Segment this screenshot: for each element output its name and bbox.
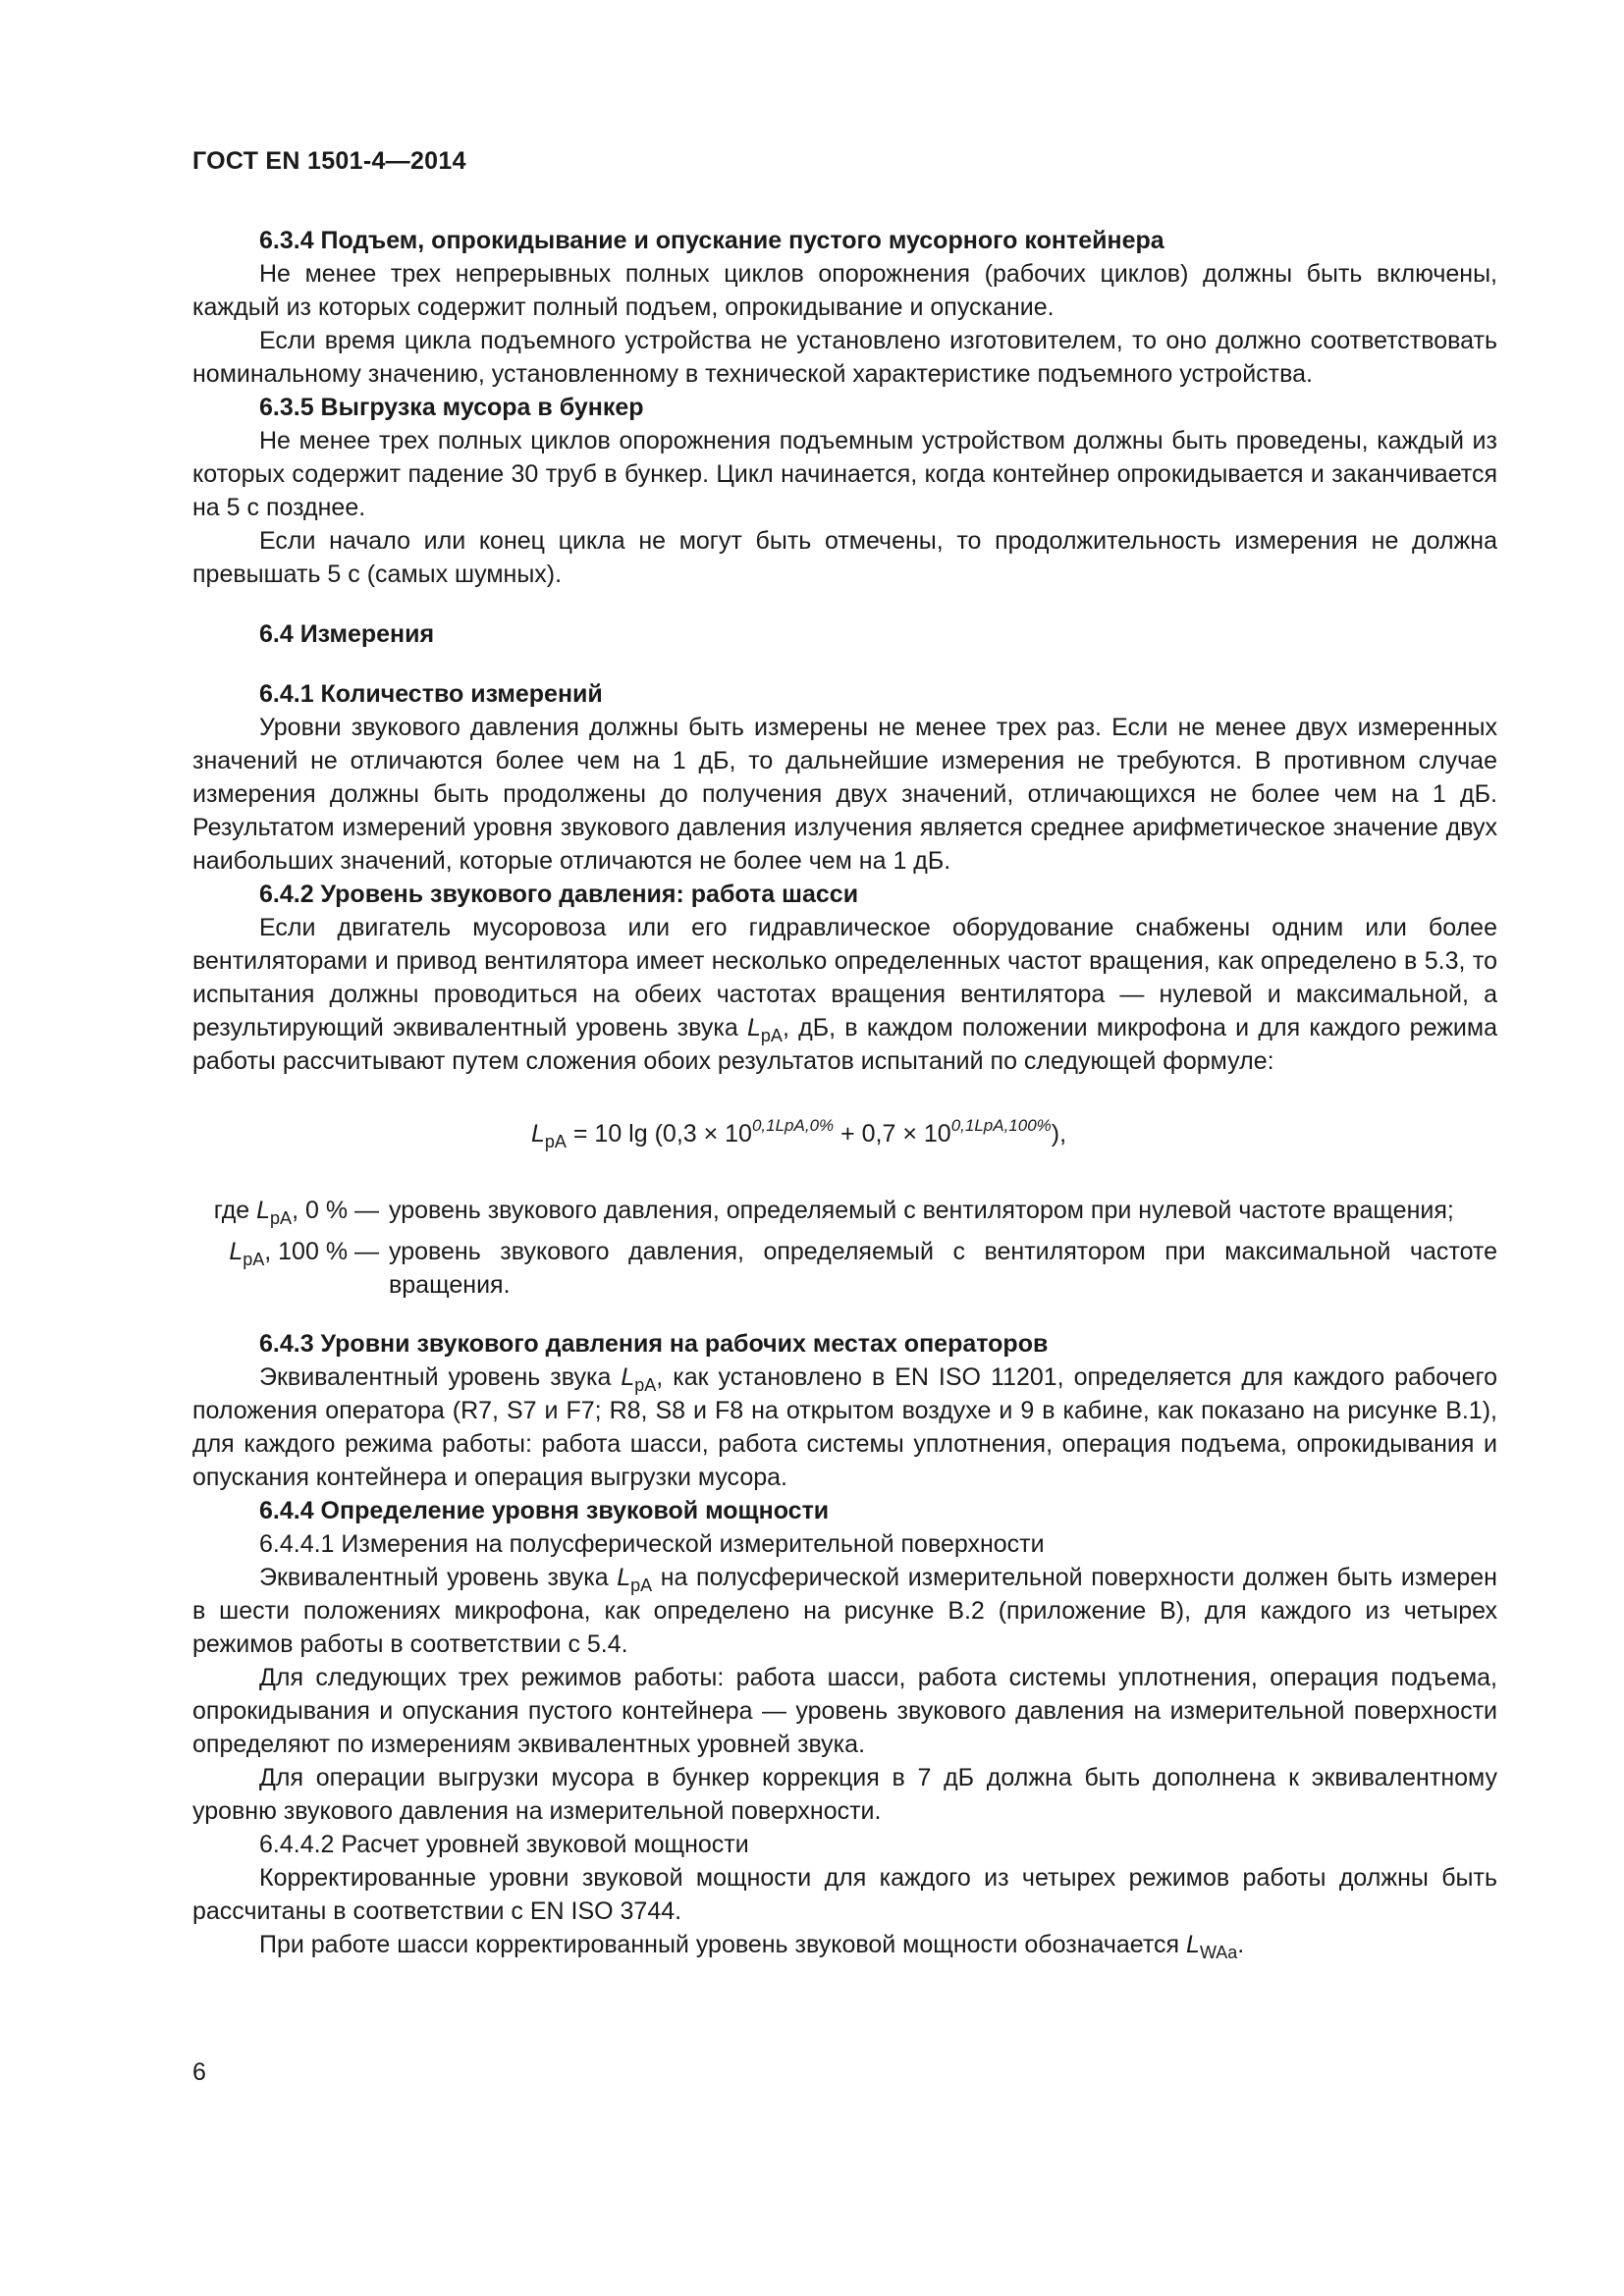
formula-text: + 0,7 × 10 <box>834 1120 951 1148</box>
legend-symbol: L <box>229 1238 244 1265</box>
paragraph: Для операции выгрузки мусора в бункер коррекция в 7 дБ должна быть дополнена к эквивалентному уровню звукового давления на измерительной поверхности. <box>192 1764 1497 1825</box>
page-content <box>192 224 1497 1961</box>
formula <box>192 1117 1497 1150</box>
legend-item <box>189 1194 1497 1227</box>
paragraph: Корректированные уровни звуковой мощности для каждого из четырех режимов работы должны быть рассчитаны в соответствии с EN ISO 3744. <box>192 1864 1497 1925</box>
legend-term <box>189 1235 389 1302</box>
symbol: L <box>621 1363 635 1391</box>
legend-prefix: где <box>213 1197 257 1224</box>
paragraph <box>192 1928 1497 1961</box>
paragraph: Если время цикла подъемного устройства не установлено изготовителем, то оно должно соответствовать номинальному значению, установленному в технической характеристике подъемного устройства. <box>192 327 1497 388</box>
formula-legend <box>189 1194 1497 1302</box>
symbol: L <box>617 1564 631 1591</box>
legend-suffix: , 0 % — <box>292 1197 379 1224</box>
subscript: pA <box>760 1026 783 1045</box>
text-run: Эквивалентный уровень звука <box>259 1363 622 1391</box>
paragraph <box>192 911 1497 1078</box>
formula-subscript: pA <box>544 1132 567 1151</box>
paragraph: Если начало или конец цикла не могут быть отмечены, то продолжительность измерения не должна превышать 5 с (самых шумных). <box>192 527 1497 588</box>
heading-6-4-4: 6.4.4 Определение уровня звуковой мощности <box>259 1497 830 1524</box>
heading-6-4-1: 6.4.1 Количество измерений <box>259 680 603 708</box>
text-run: При работе шасси корректированный уровень звуковой мощности обозначается <box>259 1931 1187 1958</box>
text-run: , дБ, в каждом положении микрофона и для каждого режима работы рассчитывают путем сложения обоих результатов испытаний по следующей формуле: <box>192 1014 1497 1075</box>
heading-6-4-3: 6.4.3 Уровни звукового давления на рабочих местах операторов <box>259 1330 1049 1358</box>
paragraph <box>192 1561 1497 1661</box>
legend-description: уровень звукового давления, определяемый с вентилятором при нулевой частоте вращения; <box>389 1197 1454 1224</box>
formula-exponent: 0,1LpA,0% <box>751 1116 835 1135</box>
symbol: L <box>1186 1931 1200 1958</box>
text-run: Если двигатель мусоровоза или его гидравлическое оборудование снабжены одним или более вентиляторами и привод вентилятора имеет несколько определенных частот вращения, как определено в 5.3, то испытания должны проводиться на обеих частотах вращения вентилятора — нулевой и максимальной, а результирующий эквивалентный уровень звука <box>192 914 1497 1041</box>
paragraph: Уровни звукового давления должны быть измерены не менее трех раз. Если не менее двух измеренных значений не отличаются более чем на 1 дБ, то дальнейшие измерения не требуются. В противном случае измерения должны быть продолжены до получения двух значений, отличающихся не более чем на 1 дБ. Результатом измерений уровня звукового давления излучения является среднее арифметическое значение двух наибольших значений, которые отличаются не более чем на 1 дБ. <box>192 714 1497 875</box>
text-run: , как установлено в EN ISO 11201, определяется для каждого рабочего положения оператора (R7, S7 и F7; R8, S8 и F8 на открытом воздухе и 9 в кабине, как показано на рисунке B.1), для каждого режима работы: работа шасси, работа системы уплотнения, операция подъема, опрокидывания и опускания контейнера и операция выгрузки мусора. <box>192 1363 1497 1491</box>
legend-subscript: pA <box>243 1250 265 1269</box>
legend-symbol: L <box>256 1197 271 1224</box>
paragraph: Не менее трех полных циклов опорожнения подъемным устройством должны быть проведены, каждый из которых содержит падение 30 труб в бункер. Цикл начинается, когда контейнер опрокидывается и заканчивается на 5 с позднее. <box>192 427 1497 521</box>
paragraph: Для следующих трех режимов работы: работа шасси, работа системы уплотнения, операция подъема, опрокидывания и опускания пустого контейнера — уровень звукового давления на измерительной поверхности определяют по измерениям эквивалентных уровней звука. <box>192 1664 1497 1758</box>
heading-6-4: 6.4 Измерения <box>259 620 435 648</box>
formula-text: = 10 lg (0,3 × 10 <box>566 1120 752 1148</box>
subscript: WAa <box>1199 1943 1238 1962</box>
legend-item <box>189 1235 1497 1302</box>
text-run: Эквивалентный уровень звука <box>259 1564 618 1591</box>
subheading-6-4-4-1: 6.4.4.1 Измерения на полусферической измерительной поверхности <box>259 1530 1045 1558</box>
symbol: L <box>747 1014 761 1041</box>
subscript: pA <box>630 1575 653 1595</box>
legend-suffix: , 100 % — <box>264 1238 379 1265</box>
page-header: ГОСТ EN 1501-4—2014 <box>192 147 466 175</box>
formula-symbol: L <box>531 1120 545 1148</box>
heading-6-4-2: 6.4.2 Уровень звукового давления: работа шасси <box>259 881 859 908</box>
legend-term <box>189 1194 389 1227</box>
paragraph <box>192 1361 1497 1494</box>
legend-subscript: pA <box>270 1208 293 1228</box>
paragraph: Не менее трех непрерывных полных циклов опорожнения (рабочих циклов) должны быть включены, каждый из которых содержит полный подъем, опрокидывание и опускание. <box>192 260 1497 321</box>
page-number: 6 <box>192 2058 206 2086</box>
formula-text: ), <box>1051 1120 1067 1148</box>
heading-6-3-5: 6.3.5 Выгрузка мусора в бункер <box>259 394 644 421</box>
subheading-6-4-4-2: 6.4.4.2 Расчет уровней звуковой мощности <box>259 1831 749 1858</box>
text-run: . <box>1237 1931 1245 1958</box>
formula-exponent: 0,1LpA,100% <box>950 1116 1052 1135</box>
legend-description: уровень звукового давления, определяемый с вентилятором при максимальной частоте вращения. <box>389 1238 1497 1299</box>
text-run: на полусферической измерительной поверхности должен быть измерен в шести положениях микрофона, как определено на рисунке B.2 (приложение В), для каждого из четырех режимов работы в соответствии с 5.4. <box>192 1564 1497 1658</box>
heading-6-3-4: 6.3.4 Подъем, опрокидывание и опускание пустого мусорного контейнера <box>259 227 1164 254</box>
subscript: pA <box>634 1375 657 1395</box>
